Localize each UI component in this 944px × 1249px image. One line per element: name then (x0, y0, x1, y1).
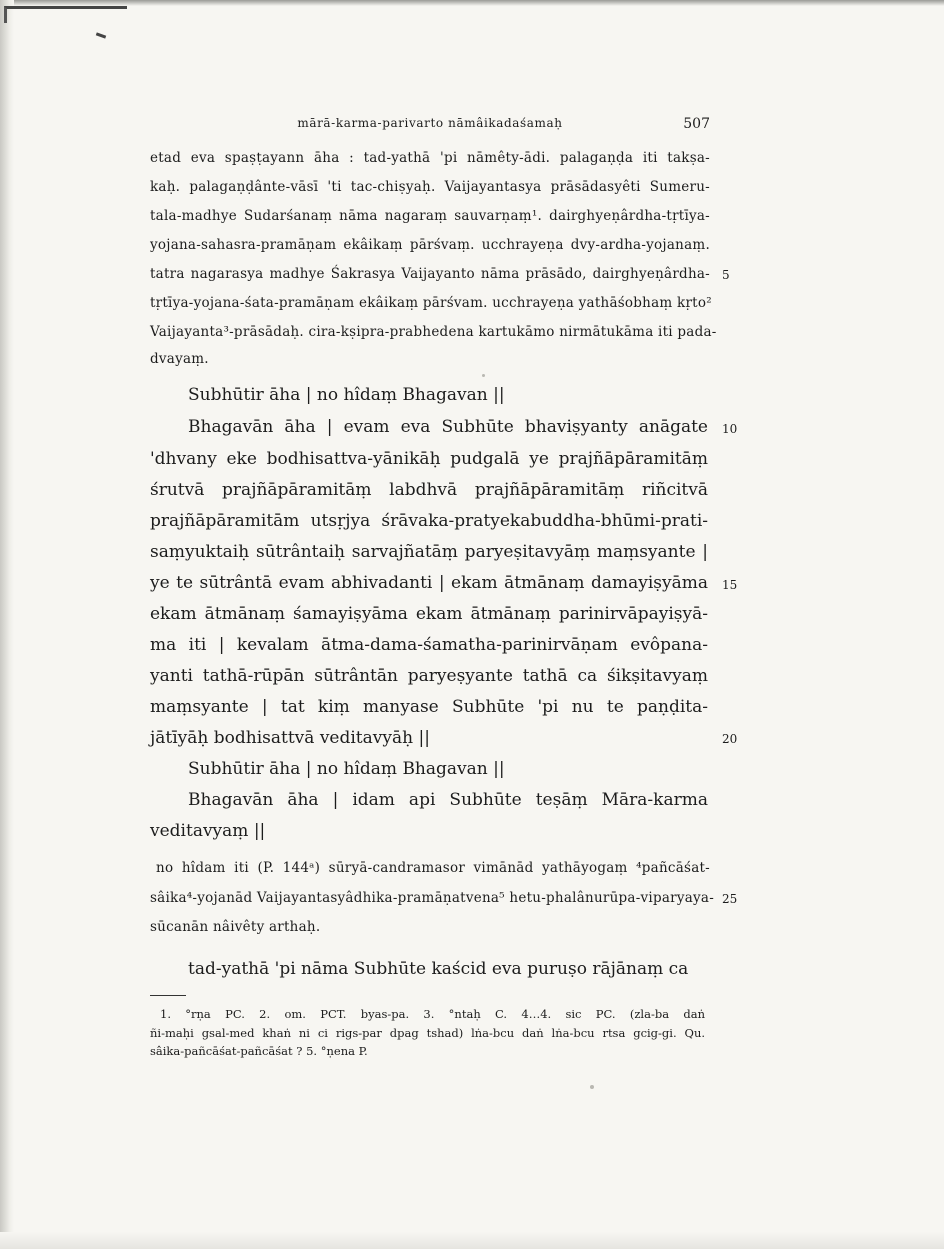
line-number: 5 (722, 268, 730, 282)
scan-binding-shadow (0, 0, 14, 1249)
verse-line: saṃyuktaiḥ sūtrântaiḥ sarvajñatāṃ paryeṣitavyāṃ maṃsyante | (150, 542, 708, 562)
scan-tick-mark (96, 32, 106, 38)
commentary-line: sâika⁴-yojanād Vaijayantasyâdhika-pramāṇatvena⁵ hetu-phalânurūpa-viparyaya- (150, 890, 715, 906)
page-header (150, 116, 710, 136)
verse-line: Subhūtir āha | no hîdaṃ Bhagavan || (188, 759, 505, 779)
footnote-line: 1. °rṇa PC. 2. om. PCT. byas-pa. 3. °ntaḥ C. 4…4. sic PC. (zla-ba daṅ (160, 1007, 705, 1021)
line-number: 10 (722, 422, 738, 436)
commentary-line: Vaijayanta³-prāsādaḥ. cira-kṣipra-prabhedena kartukāmo nirmātukāma iti pada- (150, 324, 717, 340)
commentary-line: tala-madhye Sudarśanaṃ nāma nagaraṃ sauvarṇaṃ¹. dairghyeṇârdha-tṛtīya- (150, 208, 710, 224)
line-number: 20 (722, 732, 738, 746)
verse-line: yanti tathā-rūpān sūtrântān paryeṣyante tathā ca śikṣitavyaṃ (150, 666, 708, 686)
commentary-line: no hîdam iti (P. 144ᵃ) sūryā-candramasor vimānād yathāyogaṃ ⁴pañcāśat- (156, 860, 710, 876)
verse-line: ye te sūtrântā evam abhivadanti | ekam ātmānaṃ damayiṣyāma (150, 573, 708, 593)
scan-corner-mark (4, 6, 127, 23)
commentary-line: yojana-sahasra-pramāṇam ekâikaṃ pārśvaṃ. ucchrayeṇa dvy-ardha-yojanaṃ. (150, 237, 710, 253)
commentary-line: sūcanān nâivêty arthaḥ. (150, 919, 321, 935)
footnote-line: sâika-pañcāśat-pañcāśat ? 5. °ṇena P. (150, 1044, 368, 1058)
commentary-line: dvayaṃ. (150, 351, 209, 367)
verse-line: prajñāpāramitām utsṛjya śrāvaka-pratyekabuddha-bhūmi-prati- (150, 511, 708, 531)
verse-line: Subhūtir āha | no hîdaṃ Bhagavan || (188, 385, 505, 405)
footnote-rule (150, 995, 186, 996)
verse-line: Bhagavān āha | evam eva Subhūte bhaviṣyanty anāgate (188, 417, 708, 437)
continuation-line: tad-yathā 'pi nāma Subhūte kaścid eva puruṣo rājānaṃ ca (188, 959, 689, 979)
scan-speck (482, 374, 485, 377)
scan-edge-top (0, 0, 944, 6)
verse-line: jātīyāḥ bodhisattvā veditavyāḥ || (150, 728, 430, 748)
scan-speck (590, 1085, 594, 1089)
verse-line: maṃsyante | tat kiṃ manyase Subhūte 'pi nu te paṇḍita- (150, 697, 708, 717)
scan-edge-bottom (0, 1232, 944, 1249)
footnote-line: ñi-maḥi gsal-med khaṅ ni ci rigs-par dpag tshad) lṅa-bcu daṅ lṅa-bcu rtsa gcig-gi. Qu. (150, 1026, 705, 1040)
line-number: 15 (722, 578, 738, 592)
page-number: 507 (683, 116, 710, 132)
verse-line: 'dhvany eke bodhisattva-yānikāḥ pudgalā ye prajñāpāramitāṃ (150, 449, 708, 469)
verse-line: śrutvā prajñāpāramitāṃ labdhvā prajñāpāramitāṃ riñcitvā (150, 480, 708, 500)
commentary-line: etad eva spaṣṭayann āha : tad-yathā 'pi nāmêty-ādi. palagaṇḍa iti takṣa- (150, 150, 710, 166)
commentary-line: tṛtīya-yojana-śata-pramāṇam ekâikaṃ pārśvam. ucchrayeṇa yathāśobhaṃ kṛto² (150, 295, 712, 311)
verse-line: Bhagavān āha | idam api Subhūte teṣāṃ Māra-karma (188, 790, 708, 810)
commentary-line: tatra nagarasya madhye Śakrasya Vaijayanto nāma prāsādo, dairghyeṇârdha- (150, 266, 710, 282)
verse-line: ma iti | kevalam ātma-dama-śamatha-parinirvāṇam evôpana- (150, 635, 708, 655)
verse-line: ekam ātmānaṃ śamayiṣyāma ekam ātmānaṃ parinirvāpayiṣyā- (150, 604, 708, 624)
running-title: mārā-karma-parivarto nāmâikadaśamaḥ (297, 116, 563, 130)
commentary-line: kaḥ. palagaṇḍânte-vāsī 'ti tac-chiṣyaḥ. Vaijayantasya prāsādasyêti Sumeru- (150, 179, 710, 195)
line-number: 25 (722, 892, 738, 906)
verse-line: veditavyaṃ || (150, 821, 266, 841)
